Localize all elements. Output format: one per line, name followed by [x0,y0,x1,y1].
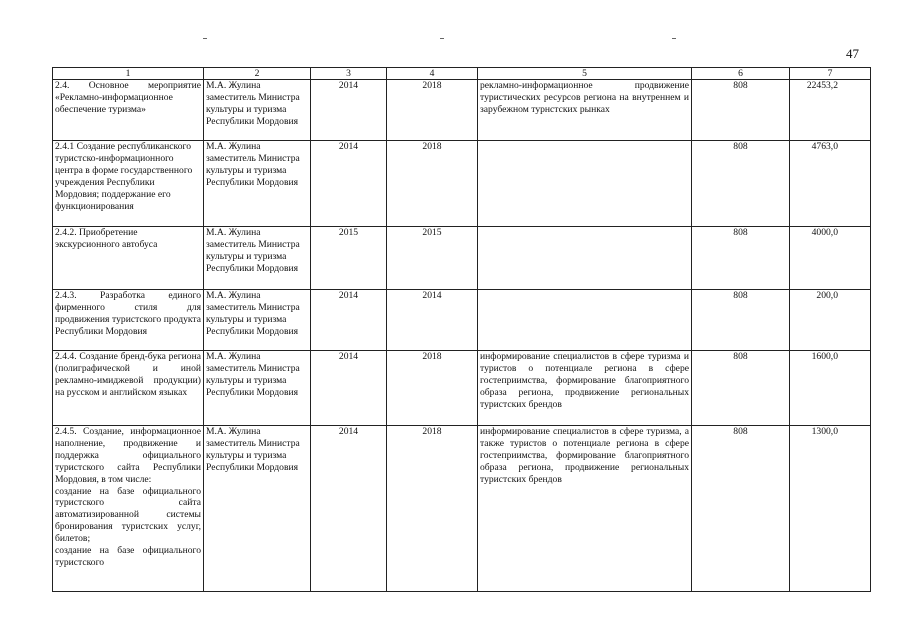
start-year-cell: 2014 [311,80,387,141]
activity-paragraph: создание на базе официального туристского сайта автоматизированной системы бронирования туристских услуг, билетов; [55,485,201,545]
end-year-cell: 2015 [387,227,478,290]
responsible-cell: М.А. Жулина заместитель Министра культуры и туризма Республики Мордовия [204,227,311,290]
start-year-cell: 2014 [311,141,387,227]
code-cell: 808 [692,290,790,351]
code-cell: 808 [692,80,790,141]
result-cell [478,290,692,351]
header-cell: 2 [204,68,311,80]
end-year-cell: 2018 [387,141,478,227]
table-row [53,426,871,592]
header-cell: 1 [53,68,204,80]
table-row [53,227,871,290]
start-year-cell: 2015 [311,227,387,290]
activity-cell: 2.4. Основное мероприятие «Рекламно-информационное обеспечение туризма» [53,80,204,141]
header-cell: 3 [311,68,387,80]
result-cell: информирование специалистов в сфере туризма и туристов о потенциале региона в сфере гостеприимства, формирование благоприятного образа региона, продвижение региональных туристских брендов [478,351,692,426]
start-year-cell: 2014 [311,290,387,351]
code-cell: 808 [692,141,790,227]
start-year-cell: 2014 [311,426,387,592]
result-cell: рекламно-информационное продвижение туристических ресурсов региона на внутреннем и зарубежном турнстских рынках [478,80,692,141]
program-table [52,67,871,592]
result-cell: информирование специалистов в сфере туризма, а также туристов о потенциале региона в сфере гостеприимства, формирование благоприятного образа региона, продвижение региональных туристских брендов [478,426,692,592]
scan-mark [203,38,207,39]
activity-cell: 2.4.4. Создание бренд-бука региона (полиграфической и иной рекламно-имиджевой продукции) на русском и английском языках [53,351,204,426]
end-year-cell: 2018 [387,351,478,426]
scan-mark [440,38,444,39]
code-cell: 808 [692,227,790,290]
header-row [53,68,871,80]
code-cell: 808 [692,426,790,592]
amount-cell: 200,0 [790,290,871,351]
result-cell [478,227,692,290]
table-row [53,290,871,351]
code-cell: 808 [692,351,790,426]
end-year-cell: 2018 [387,80,478,141]
responsible-cell: М.А. Жулина заместитель Министра культуры и туризма Республики Мордовия [204,290,311,351]
result-cell [478,141,692,227]
amount-cell: 1600,0 [790,351,871,426]
scan-mark [672,38,676,39]
activity-cell: 2.4.1 Создание республиканского туристско-информационного центра в форме государственного учреждения Республики Мордовия; поддержание его функционирования [53,141,204,227]
responsible-cell: М.А. Жулина заместитель Министра культуры и туризма Республики Мордовия [204,426,311,592]
table-row [53,80,871,141]
header-cell: 4 [387,68,478,80]
responsible-cell: М.А. Жулина заместитель Министра культуры и туризма Республики Мордовия [204,141,311,227]
responsible-cell: М.А. Жулина заместитель Министра культуры и туризма Республики Мордовия [204,80,311,141]
header-cell: 5 [478,68,692,80]
start-year-cell: 2014 [311,351,387,426]
activity-cell: 2.4.2. Приобретение экскурсионного автобуса [53,227,204,290]
amount-cell: 4000,0 [790,227,871,290]
activity-cell [53,426,204,592]
responsible-cell: М.А. Жулина заместитель Министра культуры и туризма Республики Мордовия [204,351,311,426]
header-cell: 6 [692,68,790,80]
table-row [53,141,871,227]
page-number: 47 [846,46,859,61]
end-year-cell: 2018 [387,426,478,592]
amount-cell: 1300,0 [790,426,871,592]
activity-paragraph: создание на базе официального туристского [55,545,201,568]
activity-cell: 2.4.3. Разработка единого фирменного стиля для продвижения туристского продукта Республики Мордовия [53,290,204,351]
amount-cell: 22453,2 [790,80,871,141]
end-year-cell: 2014 [387,290,478,351]
activity-paragraph: 2.4.5. Создание, информационное наполнение, продвижение и поддержка официального туристского сайта Республики Мордовия, в том числе: [55,426,201,485]
table-row [53,351,871,426]
amount-cell: 4763,0 [790,141,871,227]
header-cell: 7 [790,68,871,80]
